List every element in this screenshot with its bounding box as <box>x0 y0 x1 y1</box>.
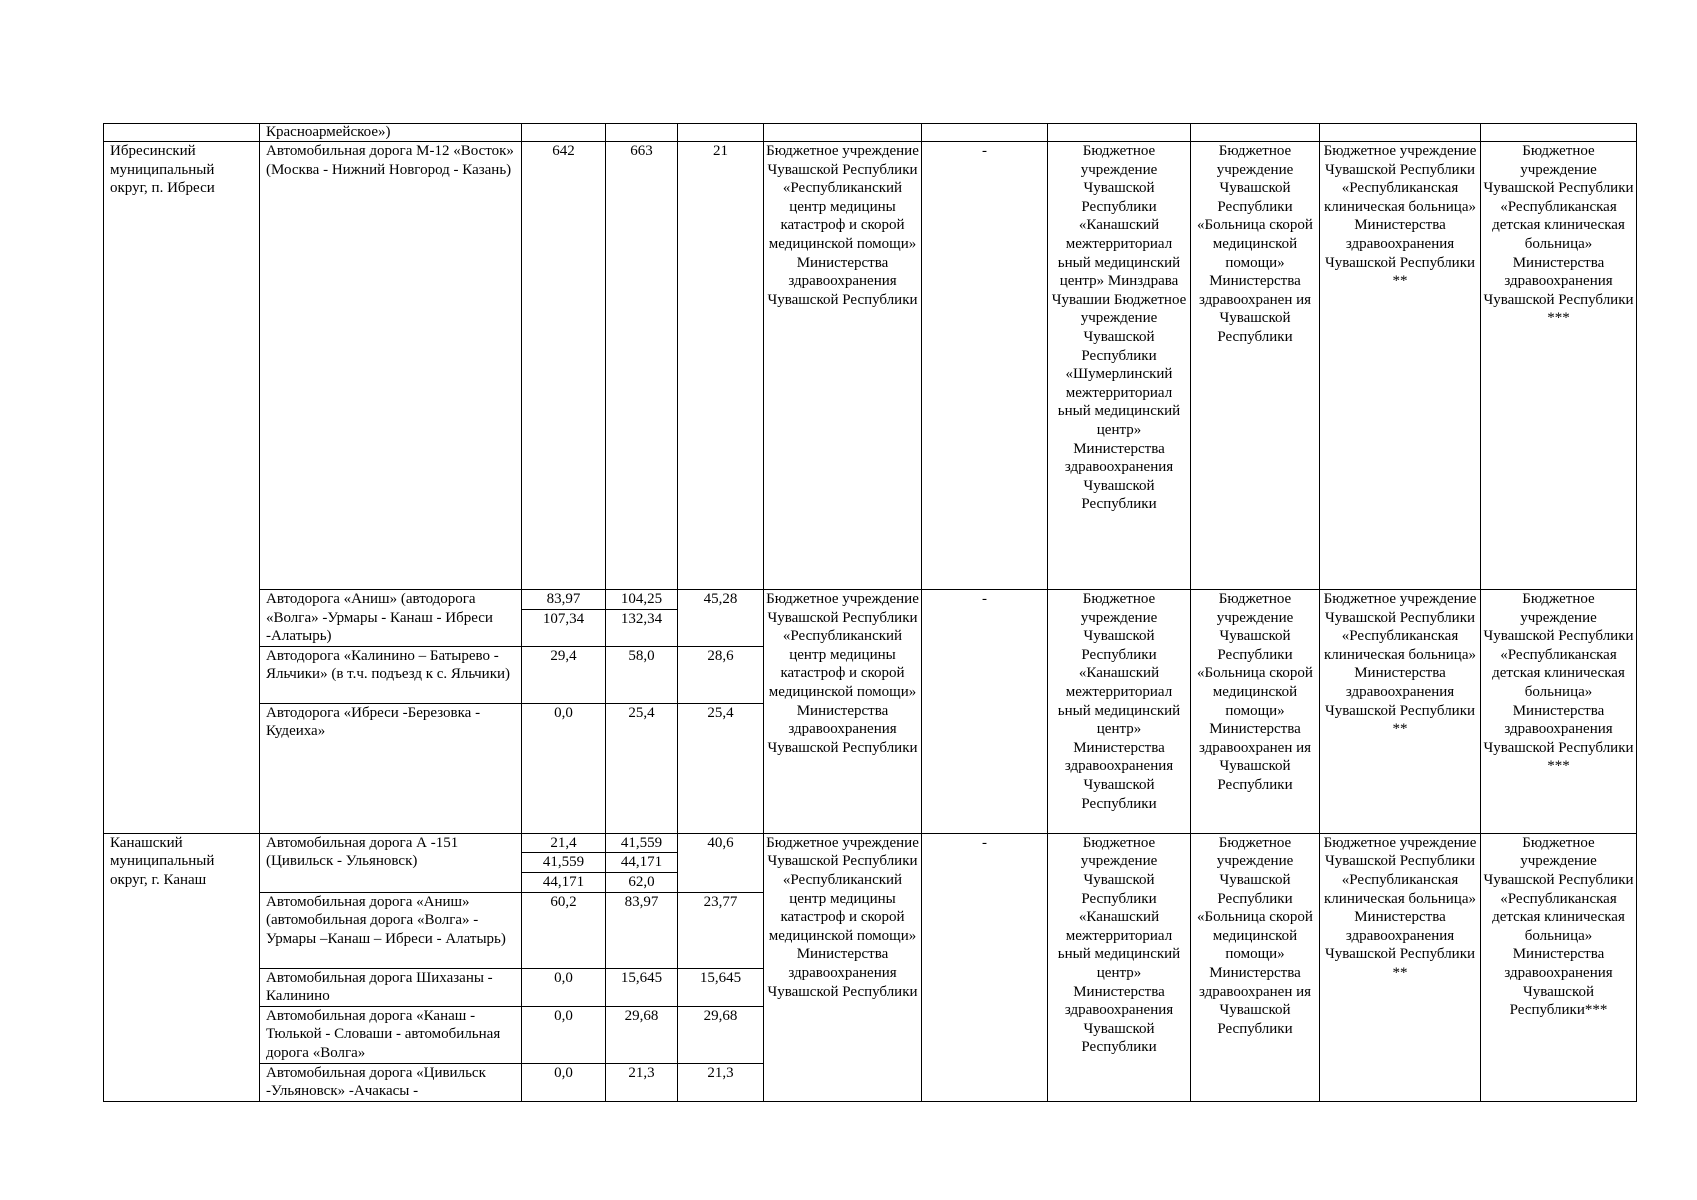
table-row <box>104 833 1637 892</box>
start-km-cell: 642 <box>522 142 606 590</box>
org-cell: Бюджетное учреждение Чувашской Республики «Республиканская клиническая больница» Министерства здравоохранения Чувашской Республики ** <box>1320 590 1481 834</box>
length-km-cell: 21,3 <box>678 1063 764 1101</box>
end-km-cell: 58,0 <box>606 646 678 703</box>
road-name-cell: Автодорога «Ибреси -Березовка - Кудеиха» <box>260 703 522 833</box>
length-km-cell: 23,77 <box>678 892 764 968</box>
start-km-cell: 0,0 <box>522 1063 606 1101</box>
road-name-cell: Автомобильная дорога Шихазаны - Калинино <box>260 968 522 1006</box>
org-cell: Бюджетное учреждение Чувашской Республики «Республиканская клиническая больница» Министерства здравоохранения Чувашской Республики ** <box>1320 142 1481 590</box>
org-cell: Бюджетное учреждение Чувашской Республики «Больница скорой медицинской помощи» Министерства здравоохранен ия Чувашской Республики <box>1191 833 1320 1101</box>
start-km-cell: 29,4 <box>522 646 606 703</box>
length-km-cell: 29,68 <box>678 1006 764 1063</box>
end-km-cell: 25,4 <box>606 703 678 833</box>
org-cell: Бюджетное учреждение Чувашской Республики «Республиканская детская клиническая больница» Министерства здравоохранения Чувашской Республики *** <box>1481 590 1637 834</box>
start-km-cell: 0,0 <box>522 968 606 1006</box>
road-name-cell: Автомобильная дорога А -151 (Цивильск - Ульяновск) <box>260 833 522 892</box>
end-km-cell: 41,559 44,171 62,0 <box>606 833 678 892</box>
road-name-cell: Автодорога «Калинино – Батырево - Яльчики» (в т.ч. подъезд к с. Яльчики) <box>260 646 522 703</box>
length-km-cell: 40,6 <box>678 833 764 892</box>
road-name-cell: Автодорога «Аниш» (автодорога «Волга» -Урмары - Канаш - Ибреси -Алатырь) <box>260 590 522 647</box>
table-row <box>104 124 1637 142</box>
org-cell: Бюджетное учреждение Чувашской Республики «Республиканский центр медицины катастроф и скорой медицинской помощи» Министерства здравоохранения Чувашской Республики <box>764 833 922 1101</box>
org-cell: Бюджетное учреждение Чувашской Республики «Республиканская детская клиническая больница» Министерства здравоохранения Чувашской Республики *** <box>1481 142 1637 590</box>
length-km-cell: 21 <box>678 142 764 590</box>
end-km-cell: 15,645 <box>606 968 678 1006</box>
district-cell: Канашский муниципальный округ, г. Канаш <box>104 833 260 1101</box>
length-km-cell: 15,645 <box>678 968 764 1006</box>
end-km-cell: 663 <box>606 142 678 590</box>
org-cell: Бюджетное учреждение Чувашской Республики «Больница скорой медицинской помощи» Министерства здравоохранен ия Чувашской Республики <box>1191 142 1320 590</box>
start-km-cell: 21,4 41,559 44,171 <box>522 833 606 892</box>
road-name-cell: Автомобильная дорога М-12 «Восток» (Москва - Нижний Новгород - Казань) <box>260 142 522 590</box>
length-km-cell: 45,28 <box>678 590 764 647</box>
length-km-cell: 25,4 <box>678 703 764 833</box>
org-cell: - <box>922 142 1048 590</box>
org-cell: Бюджетное учреждение Чувашской Республики «Республиканская клиническая больница» Министерства здравоохранения Чувашской Республики ** <box>1320 833 1481 1101</box>
medical-coverage-table <box>103 123 1637 1102</box>
road-name-cell: Автомобильная дорога «Цивильск -Ульяновск» -Ачакасы - <box>260 1063 522 1101</box>
start-km-cell: 60,2 <box>522 892 606 968</box>
road-name-cell: Красноармейское») <box>260 124 522 142</box>
end-km-cell: 21,3 <box>606 1063 678 1101</box>
road-name-cell: Автомобильная дорога «Канаш - Тюлькой - Словаши - автомобильная дорога «Волга» <box>260 1006 522 1063</box>
start-km-cell: 0,0 <box>522 1006 606 1063</box>
document-page <box>103 123 1636 1101</box>
end-km-cell: 104,25 132,34 <box>606 590 678 647</box>
start-km-cell: 83,97 107,34 <box>522 590 606 647</box>
end-km-cell: 83,97 <box>606 892 678 968</box>
org-cell: Бюджетное учреждение Чувашской Республики «Республиканский центр медицины катастроф и скорой медицинской помощи» Министерства здравоохранения Чувашской Республики <box>764 590 922 834</box>
start-km-cell: 0,0 <box>522 703 606 833</box>
org-cell: - <box>922 833 1048 1101</box>
road-name-cell: Автомобильная дорога «Аниш» (автомобильная дорога «Волга» - Урмары –Канаш – Ибреси - Алатырь) <box>260 892 522 968</box>
district-cell: Ибресинский муниципальный округ, п. Ибреси <box>104 142 260 834</box>
org-cell: Бюджетное учреждение Чувашской Республики «Канашский межтерриториал ьный медицинский центр» Министерства здравоохранения Чувашской Республики <box>1048 833 1191 1101</box>
org-cell: Бюджетное учреждение Чувашской Республики «Республиканская детская клиническая больница» Министерства здравоохранения Чувашской Республики*** <box>1481 833 1637 1101</box>
table-row <box>104 142 1637 590</box>
org-cell: Бюджетное учреждение Чувашской Республики «Республиканский центр медицины катастроф и скорой медицинской помощи» Министерства здравоохранения Чувашской Республики <box>764 142 922 590</box>
length-km-cell: 28,6 <box>678 646 764 703</box>
org-cell: Бюджетное учреждение Чувашской Республики «Больница скорой медицинской помощи» Министерства здравоохранен ия Чувашской Республики <box>1191 590 1320 834</box>
org-cell: Бюджетное учреждение Чувашской Республики «Канашский межтерриториал ьный медицинский центр» Министерства здравоохранения Чувашской Республики <box>1048 590 1191 834</box>
org-cell: Бюджетное учреждение Чувашской Республики «Канашский межтерриториал ьный медицинский центр» Минздрава Чувашии Бюджетное учреждение Чувашской Республики «Шумерлинский межтерриториал ьный медицинский центр» Министерства здравоохранения Чувашской Республики <box>1048 142 1191 590</box>
end-km-cell: 29,68 <box>606 1006 678 1063</box>
district-cell <box>104 124 260 142</box>
org-cell: - <box>922 590 1048 834</box>
table-row <box>104 590 1637 647</box>
